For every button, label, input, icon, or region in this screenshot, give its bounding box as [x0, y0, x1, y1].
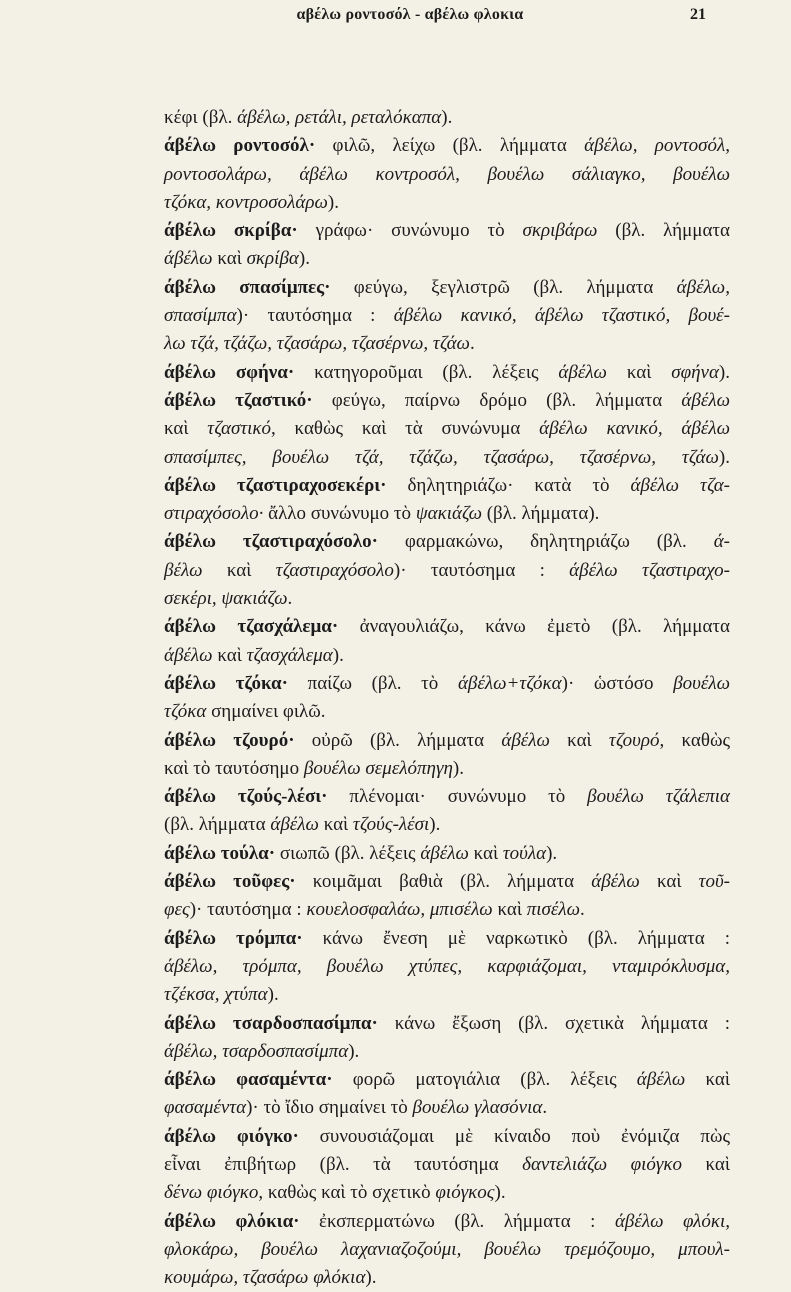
- italic-reference: φες: [164, 899, 190, 921]
- entry-headword: άβέλω τούλα·: [164, 842, 276, 864]
- italic-reference: ψακιάζω: [415, 503, 482, 525]
- text-line: [164, 727, 730, 755]
- entry-headword: άβέλω φασαμέντα·: [164, 1069, 333, 1091]
- text-line: [164, 896, 730, 924]
- definition-text: )· ταυτόσημα :: [236, 305, 394, 327]
- text-line: [164, 1208, 730, 1236]
- text-line: [164, 161, 730, 189]
- text-line: [164, 1038, 730, 1066]
- definition-text: κοιμᾶμαι βαθιὰ (βλ. λήμματα: [295, 871, 592, 893]
- text-line: [164, 415, 730, 443]
- italic-reference: άβέλω: [501, 729, 550, 751]
- text-line: [164, 840, 730, 868]
- text-line: [164, 868, 730, 896]
- italic-reference: άβέλω, ροντοσόλ,: [584, 135, 730, 157]
- text-line: [164, 1066, 730, 1094]
- entry-headword: άβέλω τζόκα·: [164, 672, 288, 694]
- italic-reference: άβέλω: [591, 871, 640, 893]
- definition-text: οὐρῶ (βλ. λήμματα: [294, 729, 502, 751]
- italic-reference: άβέλω: [558, 361, 607, 383]
- definition-text: )· ταυτόσημα :: [189, 899, 307, 921]
- italic-reference: άβέλω: [420, 842, 469, 864]
- italic-reference: βουέλω: [673, 672, 731, 694]
- entry-headword: άβέλω τρόμπα·: [164, 927, 303, 949]
- italic-reference: δαντελιάζω φιόγκο: [522, 1153, 683, 1175]
- page-number: 21: [690, 6, 706, 23]
- definition-text: κάνω ἔξωση (βλ. σχετικὰ λήμματα :: [377, 1012, 731, 1034]
- entry-headword: άβέλω σπασίμπες·: [164, 276, 331, 298]
- italic-reference: τζουρό: [608, 729, 660, 751]
- text-line: [164, 500, 730, 528]
- definition-text: (βλ. λήμματα: [597, 220, 731, 242]
- definition-text: ).: [332, 644, 344, 666]
- text-line: [164, 132, 730, 160]
- definition-text: )· ταυτόσημα :: [393, 559, 570, 581]
- definition-text: φορῶ ματογιάλια (βλ. λέξεις: [332, 1069, 637, 1091]
- definition-text: καὶ: [549, 729, 609, 751]
- text-line: [164, 387, 730, 415]
- text-line: [164, 925, 730, 953]
- italic-reference: τοῦ-: [698, 871, 731, 893]
- italic-reference: βουέλω γλασόνια: [412, 1097, 543, 1119]
- definition-text: καὶ: [164, 418, 208, 440]
- italic-reference: άβέλω: [270, 814, 319, 836]
- definition-text: , καθὼς καὶ τὸ σχετικὸ: [258, 1182, 436, 1204]
- entry-headword: άβέλω τζαστιραχόσολο·: [164, 531, 378, 553]
- italic-reference: άβέλω: [164, 644, 213, 666]
- definition-text: ἐκσπερματώνω (βλ. λήμματα :: [299, 1210, 615, 1232]
- definition-text: φεύγω, παίρνω δρόμο (βλ. λήμματα: [312, 389, 682, 411]
- text-line: [164, 557, 730, 585]
- italic-reference: τζόκα: [164, 701, 207, 723]
- italic-reference: πισέλω: [526, 899, 581, 921]
- definition-text: .: [580, 899, 585, 921]
- definition-text: καὶ: [212, 644, 247, 666]
- text-line: [164, 1264, 730, 1292]
- definition-text: (βλ. λήμματα).: [481, 503, 600, 525]
- italic-reference: άβέλω+τζόκα: [457, 672, 562, 694]
- entry-headword: άβέλω τζούς-λέσι·: [164, 786, 328, 808]
- italic-reference: άβέλω,: [676, 276, 730, 298]
- italic-reference: τζόκα, κοντροσολάρω: [164, 191, 328, 213]
- definition-text: κάνω ἔνεση μὲ ναρκωτικὸ (βλ. λήμματα :: [302, 927, 730, 949]
- definition-text: φαρμακώνω, δηλητηριάζω (βλ.: [377, 531, 714, 553]
- italic-reference: τζούς-λέσι: [352, 814, 430, 836]
- definition-text: ).: [429, 814, 441, 836]
- italic-reference: άβέλω κανικό, άβέλω τζαστικό, βουέ-: [393, 305, 730, 327]
- text-line: [164, 1123, 730, 1151]
- italic-reference: άβέλω κανικό, άβέλω: [539, 418, 730, 440]
- entry-headword: άβέλω σφήνα·: [164, 361, 295, 383]
- definition-text: ).: [365, 1267, 377, 1289]
- definition-text: ).: [441, 107, 453, 128]
- text-line: [164, 104, 730, 132]
- definition-text: ἄλλο συνώνυμο τὸ: [263, 503, 416, 525]
- definition-text: σιωπῶ (βλ. λέξεις: [275, 842, 421, 864]
- text-line: [164, 245, 730, 273]
- definition-text: )· ὡστόσο: [561, 672, 674, 694]
- italic-reference: φιόγκος: [435, 1182, 495, 1204]
- definition-text: ).: [298, 248, 310, 270]
- italic-reference: σεκέρι, ψακιάζω: [164, 588, 288, 610]
- italic-reference: άβέλω: [164, 248, 213, 270]
- italic-reference: τζαστιραχόσολο: [275, 559, 394, 581]
- entry-headword: άβέλω τζουρό·: [164, 729, 295, 751]
- definition-text: καὶ: [492, 899, 527, 921]
- definition-text: καὶ: [606, 361, 672, 383]
- definition-text: καὶ: [468, 842, 503, 864]
- italic-reference: άβέλω, ρετάλι, ρεταλόκαπα: [237, 107, 442, 128]
- text-line: [164, 1151, 730, 1179]
- text-line: [164, 698, 730, 726]
- italic-reference: φλοκάρω, βουέλω λαχανιαζοζούμι, βουέλω τρεμόζουμο, μπουλ-: [164, 1238, 730, 1260]
- definition-text: ).: [267, 984, 279, 1006]
- definition-text: καὶ τὸ ταυτόσημο: [164, 757, 304, 779]
- italic-reference: άβέλω τζα-: [630, 474, 730, 496]
- definition-text: φεύγω, ξεγλιστρῶ (βλ. λήμματα: [330, 276, 677, 298]
- text-line: [164, 585, 730, 613]
- dictionary-entries: [164, 104, 730, 1292]
- text-line: [164, 528, 730, 556]
- definition-text: ).: [546, 842, 558, 864]
- text-line: [164, 472, 730, 500]
- text-line: [164, 953, 730, 981]
- text-line: [164, 302, 730, 330]
- italic-reference: τούλα: [502, 842, 547, 864]
- definition-text: δηλητηριάζω· κατὰ τὸ: [386, 474, 631, 496]
- definition-text: καὶ: [639, 871, 699, 893]
- definition-text: ).: [452, 757, 464, 779]
- italic-reference: ροντοσολάρω, άβέλω κοντροσόλ, βουέλω σάλιαγκο, βουέλω: [164, 163, 730, 185]
- text-line: [164, 811, 730, 839]
- italic-reference: ά-: [713, 531, 730, 553]
- definition-text: )· τὸ ἴδιο σημαίνει τὸ: [246, 1097, 413, 1119]
- definition-text: καὶ: [682, 1153, 730, 1175]
- definition-text: παίζω (βλ. τὸ: [287, 672, 458, 694]
- italic-reference: δένω φιόγκο: [164, 1182, 259, 1204]
- entry-headword: άβέλω τζαστικό·: [164, 389, 313, 411]
- text-line: [164, 783, 730, 811]
- text-line: [164, 330, 730, 358]
- italic-reference: άβέλω τζαστιραχο-: [569, 559, 730, 581]
- entry-headword: άβέλω ροντοσόλ·: [164, 135, 316, 157]
- italic-reference: άβέλω, τρόμπα, βουέλω χτύπες, καρφιάζομαι, νταμιρόκλυσμα,: [164, 955, 730, 977]
- italic-reference: φασαμέντα: [164, 1097, 247, 1119]
- text-line: [164, 981, 730, 1009]
- definition-text: φιλῶ, λείχω (βλ. λήμματα: [315, 135, 585, 157]
- definition-text: .: [542, 1097, 548, 1119]
- text-line: [164, 613, 730, 641]
- text-line: [164, 444, 730, 472]
- text-line: [164, 217, 730, 245]
- text-line: [164, 1010, 730, 1038]
- italic-reference: σπασίμπες, βουέλω τζά, τζάζω, τζασάρω, τζασέρνω, τζάω: [164, 446, 719, 468]
- text-line: [164, 755, 730, 783]
- italic-reference: κουελοσφαλάω, μπισέλω: [306, 899, 493, 921]
- definition-text: εἶναι ἐπιβήτωρ (βλ. τὰ ταυτόσημα: [164, 1153, 523, 1175]
- definition-text: (βλ. λήμματα: [164, 814, 271, 836]
- italic-reference: τζασχάλεμα: [246, 644, 333, 666]
- definition-text: γράφω· συνώνυμο τὸ: [297, 220, 523, 242]
- text-line: [164, 359, 730, 387]
- italic-reference: τζαστικό: [207, 418, 272, 440]
- italic-reference: βουέλω σεμελόπηγη: [303, 757, 453, 779]
- italic-reference: άβέλω: [681, 389, 730, 411]
- italic-reference: κουμάρω, τζασάρω φλόκια: [164, 1267, 366, 1289]
- text-line: [164, 1179, 730, 1207]
- definition-text: καὶ: [685, 1069, 730, 1091]
- definition-text: ).: [494, 1182, 506, 1204]
- definition-text: καὶ: [212, 248, 247, 270]
- entry-headword: άβέλω φιόγκο·: [164, 1125, 299, 1147]
- entry-headword: άβέλω τζαστιραχοσεκέρι·: [164, 474, 387, 496]
- italic-reference: άβέλω φλόκι,: [614, 1210, 731, 1232]
- definition-text: ).: [718, 446, 730, 468]
- definition-text: ).: [348, 1040, 360, 1062]
- italic-reference: λω τζά, τζάζω, τζασάρω, τζασέρνω, τζάω: [164, 333, 470, 355]
- italic-reference: σκριβάρω: [522, 220, 598, 242]
- definition-text: , καθὼς: [659, 729, 730, 751]
- page-header: [0, 4, 791, 34]
- text-line: [164, 189, 730, 217]
- running-head: αβέλω ροντοσόλ - αβέλω φλοκια: [296, 6, 524, 23]
- entry-headword: άβέλω τσαρδοσπασίμπα·: [164, 1012, 378, 1034]
- italic-reference: άβέλω: [636, 1069, 686, 1091]
- entry-headword: άβέλω τζασχάλεμα·: [164, 616, 339, 638]
- definition-text: .: [469, 333, 475, 355]
- definition-text: καὶ: [318, 814, 353, 836]
- definition-text: ).: [327, 191, 339, 213]
- entry-headword: άβέλω τοῦφες·: [164, 871, 296, 893]
- italic-reference: τζέκσα, χτύπα: [164, 984, 268, 1006]
- definition-text: ἀναγουλιάζω, κάνω ἐμετὸ (βλ. λήμματα: [338, 616, 730, 638]
- italic-reference: σφήνα: [671, 361, 719, 383]
- entry-headword: άβέλω σκρίβα·: [164, 220, 298, 242]
- italic-reference: σπασίμπα: [164, 305, 237, 327]
- definition-text: συνουσιάζομαι μὲ κίναιδο ποὺ ἐνόμιζα πὼς: [298, 1125, 730, 1147]
- definition-text: .: [287, 588, 293, 610]
- definition-text: σημαίνει φιλῶ.: [206, 701, 326, 723]
- italic-reference: στιραχόσολο·: [164, 503, 264, 525]
- definition-text: ).: [718, 361, 730, 383]
- definition-text: κέφι (βλ.: [164, 107, 238, 128]
- italic-reference: άβέλω, τσαρδοσπασίμπα: [164, 1040, 349, 1062]
- text-line: [164, 1094, 730, 1122]
- definition-text: , καθὼς καὶ τὰ συνώνυμα: [271, 418, 540, 440]
- definition-text: καὶ: [202, 559, 276, 581]
- text-line: [164, 274, 730, 302]
- definition-text: πλένομαι· συνώνυμο τὸ: [327, 786, 588, 808]
- italic-reference: σκρίβα: [246, 248, 299, 270]
- text-line: [164, 1236, 730, 1264]
- italic-reference: βουέλω τζάλεπια: [587, 786, 730, 808]
- entry-headword: άβέλω φλόκια·: [164, 1210, 300, 1232]
- definition-text: κατηγοροῦμαι (βλ. λέξεις: [294, 361, 559, 383]
- text-line: [164, 670, 730, 698]
- text-line: [164, 642, 730, 670]
- italic-reference: βέλω: [164, 559, 203, 581]
